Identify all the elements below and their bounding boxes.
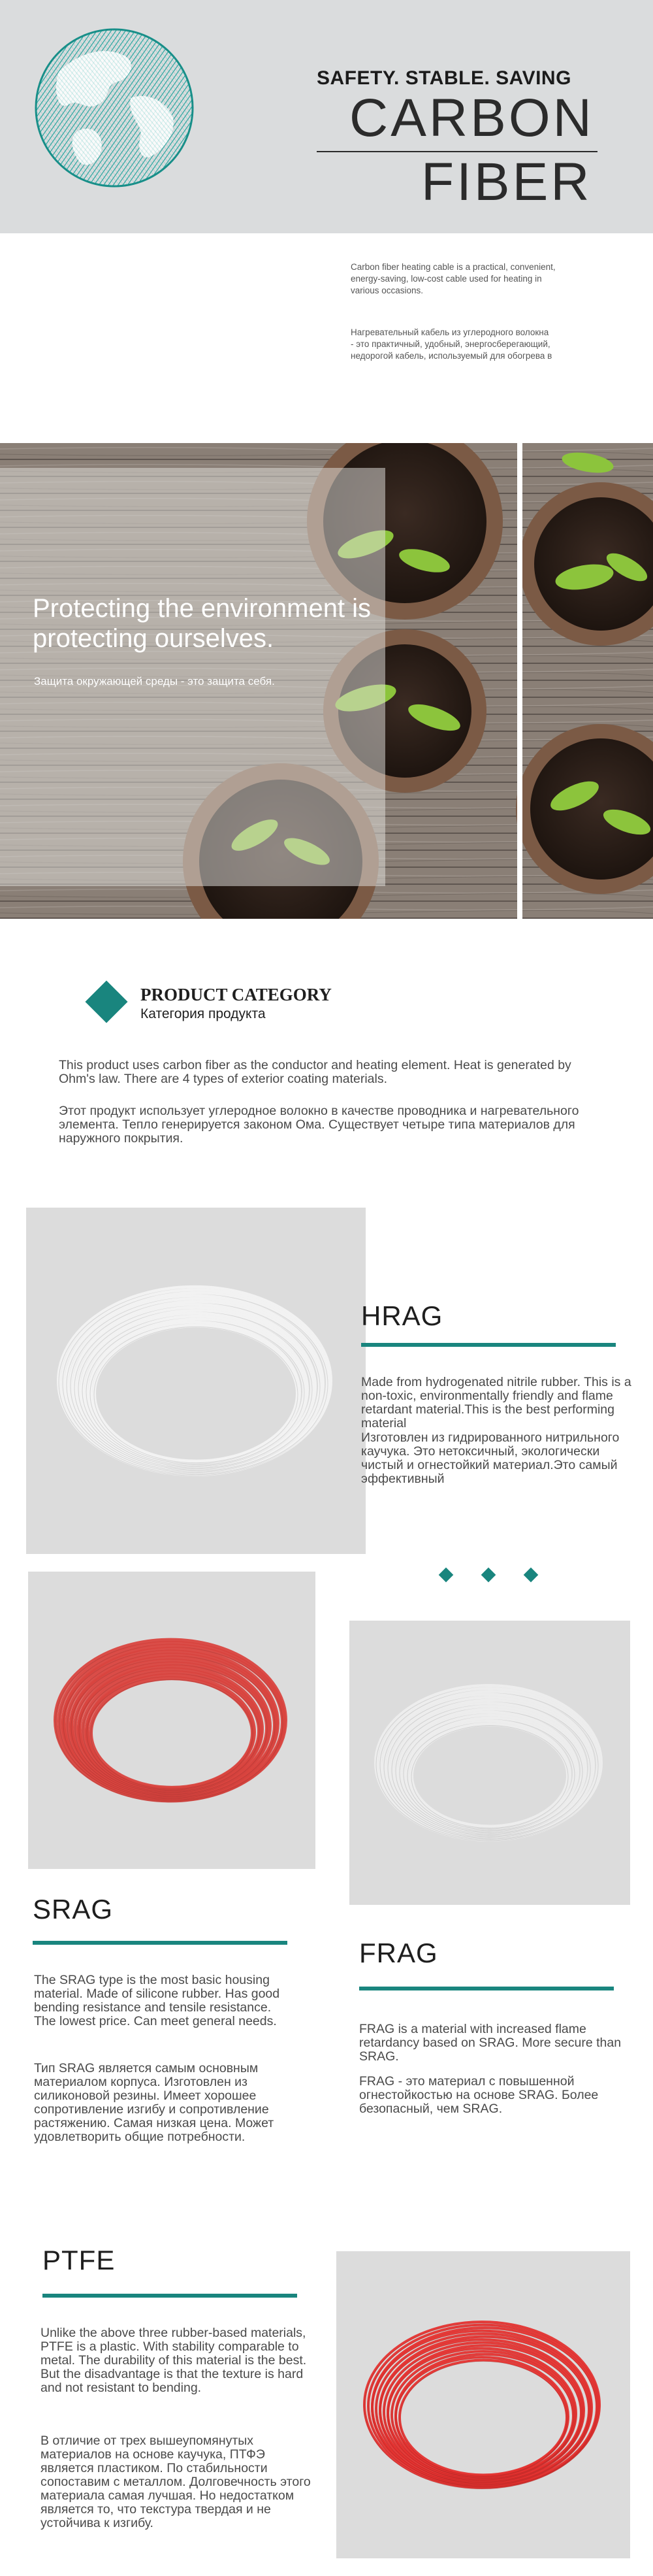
banner-heading: Protecting the environment is protecting ourselves. (33, 594, 372, 653)
hero-section (0, 0, 653, 233)
globe-logo-icon (33, 26, 196, 190)
ptfe-title: PTFE (42, 2245, 116, 2275)
ptfe-cable-photo (336, 2251, 630, 2558)
hero-tagline: SAFETY. STABLE. SAVING (317, 67, 571, 89)
hrag-description-en: Made from hydrogenated nitrile rubber. This is a non-toxic, environmentally friendly and flame retardant material.This is the best performing material (361, 1375, 631, 1430)
cable-coil-icon (28, 1572, 315, 1869)
ptfe-description-ru: В отличие от трех вышеупомянутых материалов на основе каучука, ПТФЭ является пластиком. По стабильности сопоставим с металлом. Долговечность этого материала самая лучшая. Но недостатком является то, что текстура твердая и не устойчива к изгибу. (40, 2434, 311, 2530)
frag-title: FRAG (359, 1938, 438, 1968)
srag-divider (33, 1941, 287, 1945)
intro-text-en: Carbon fiber heating cable is a practical, convenient, energy-saving, low-cost cable used for heating in various occasions. (351, 262, 556, 295)
ptfe-divider (42, 2294, 297, 2298)
environment-banner (0, 443, 653, 919)
frag-cable-photo (349, 1621, 630, 1905)
category-diamond-icon (85, 980, 127, 1023)
srag-cable-photo (28, 1572, 315, 1869)
intro-text-ru: Нагревательный кабель из углеродного волокна - это практичный, удобный, энергосберегающий, недорогой кабель, используемый для обогрева в (351, 327, 552, 361)
frag-divider (359, 1987, 614, 1990)
cable-coil-icon (349, 1621, 630, 1905)
hrag-cable-photo (26, 1208, 366, 1554)
category-description-en: This product uses carbon fiber as the conductor and heating element. Heat is generated by Ohm's law. There are 4 types of exterior coating materials. (59, 1058, 571, 1086)
frag-description-en: FRAG is a material with increased flame retardancy based on SRAG. More secure than SRAG. (359, 2022, 622, 2064)
cable-coil-icon (336, 2251, 630, 2558)
decorative-diamond-icon (524, 1568, 539, 1583)
hrag-description-ru: Изготовлен из гидрированного нитрильного каучука. Это нетоксичный, экологически чистый и огнестойкий материал.Это самый эффективный (361, 1430, 620, 1486)
cable-coil-icon (26, 1208, 366, 1554)
srag-description-en: The SRAG type is the most basic housing material. Made of silicone rubber. Has good bending resistance and tensile resistance. The lowest price. Can meet general needs. (34, 1973, 280, 2028)
decorative-diamond-icon (439, 1568, 454, 1583)
banner-subheading: Защита окружающей среды - это защита себя. (34, 675, 275, 687)
hrag-divider (361, 1343, 616, 1347)
hero-title-carbon: CARBON (349, 88, 594, 148)
srag-description-ru: Тип SRAG является самым основным материалом корпуса. Изготовлен из силиконовой резины. Имеет хорошее сопротивление изгибу и сопротивление растяжению. Самая низкая цена. Может удовлетворить общие потребности. (34, 2061, 274, 2144)
category-description-ru: Этот продукт использует углеродное волокно в качестве проводника и нагревательного элемента. Тепло генерируется законом Ома. Существует четыре типа материалов для наружного покрытия. (59, 1104, 579, 1146)
frag-description-ru: FRAG - это материал с повышенной огнестойкостью на основе SRAG. Более безопасный, чем SRAG. (359, 2074, 599, 2116)
hrag-title: HRAG (361, 1300, 443, 1331)
category-subtitle: Категория продукта (140, 1006, 266, 1021)
hero-title-fiber: FIBER (421, 152, 592, 212)
category-title: PRODUCT CATEGORY (140, 985, 332, 1004)
ptfe-description-en: Unlike the above three rubber-based materials, PTFE is a plastic. With stability comparable to metal. The durability of this material is the best. But the disadvantage is that the texture is hard and not resistant to bending. (40, 2326, 307, 2395)
srag-title: SRAG (33, 1894, 114, 1924)
decorative-diamond-icon (481, 1568, 496, 1583)
